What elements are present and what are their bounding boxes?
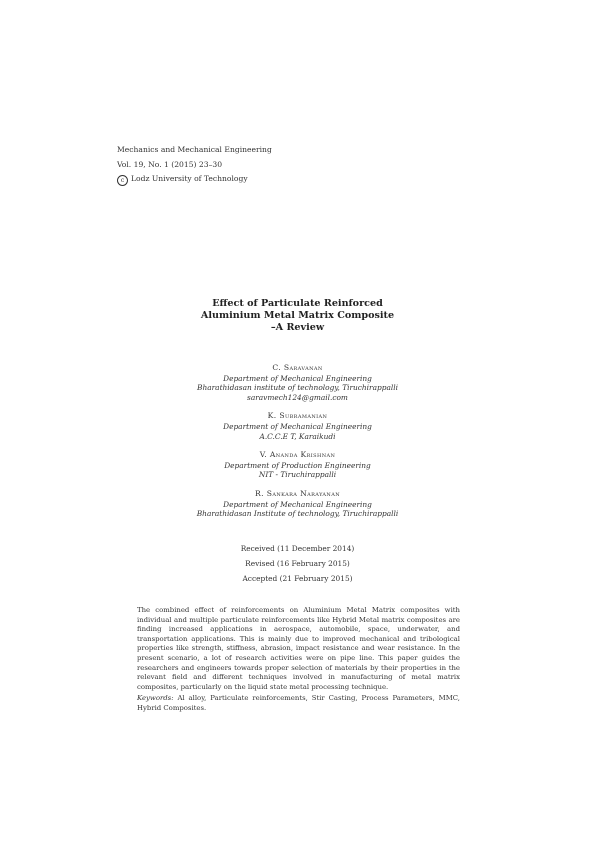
- author-block: [0, 363, 595, 402]
- title-line-1: Effect of Particulate Reinforced: [212, 298, 383, 309]
- author-department: Department of Production Engineering: [224, 460, 371, 470]
- keywords: [137, 694, 460, 713]
- author-block: [0, 411, 595, 441]
- journal-volume: Vol. 19, No. 1 (2015) 23–30: [117, 159, 223, 169]
- author-block: [0, 489, 595, 519]
- author-list: [0, 363, 595, 528]
- author-name: K. Subramanian: [267, 411, 328, 421]
- keywords-label: Keywords:: [137, 694, 174, 703]
- author-institution: Bharathidasan Institute of technology, Tiruchirappalli: [196, 509, 399, 519]
- author-department: Department of Mechanical Engineering: [223, 421, 372, 431]
- journal-header: [117, 143, 272, 187]
- author-name: C. Saravanan: [272, 363, 323, 372]
- title-line-2: Aluminium Metal Matrix Composite: [200, 310, 395, 322]
- author-name: V. Ananda Krishnan: [259, 450, 336, 460]
- author-institution: NIT - Tiruchirappalli: [258, 470, 337, 480]
- author-block: [0, 450, 595, 480]
- paper-title: [0, 298, 595, 335]
- copyright-holder: Lodz University of Technology: [131, 174, 248, 183]
- keywords-list: Al alloy, Particulate reinforcements, Stir Casting, Process Parameters, MMC, Hybrid Composites.: [137, 694, 460, 712]
- author-email: saravmech124@gmail.com: [247, 392, 348, 402]
- abstract: [137, 606, 460, 714]
- copyright-icon: c: [117, 175, 128, 186]
- author-department: Department of Mechanical Engineering: [223, 499, 372, 509]
- title-line-3: –A Review: [270, 322, 325, 334]
- journal-name: Mechanics and Mechanical Engineering: [117, 145, 272, 154]
- submission-dates: [0, 541, 595, 586]
- author-department: Department of Mechanical Engineering: [223, 373, 372, 383]
- revised-date: Revised (16 February 2015): [245, 559, 350, 568]
- received-date: Received (11 December 2014): [240, 544, 355, 553]
- abstract-text: The combined effect of reinforcements on Aluminium Metal Matrix composites with individual and multiple particulate reinforcements like Hybrid Metal matrix composites are finding increased applications in aerospace, automobile, space, underwater, and transportation applications. This is mainly due to improved mechanical and tribological properties like strength, stiffness, abrasion, impact resistance and wear resistance. In the present scenario, a lot of research activities were on pipe line. This paper guides the researchers and engineers towards proper selection of materials by their properties in the relevant field and different techniques involved in manufacturing of metal matrix composites, particularly on the liquid state metal processing technique.: [137, 606, 460, 691]
- author-institution: A.C.C.E T, Karaikudi: [259, 431, 336, 441]
- accepted-date: Accepted (21 February 2015): [242, 574, 353, 583]
- journal-copyright: [117, 172, 272, 187]
- author-institution: Bharathidasan institute of technology, Tiruchirappalli: [197, 383, 398, 393]
- author-name: R. Sankara Narayanan: [255, 488, 340, 498]
